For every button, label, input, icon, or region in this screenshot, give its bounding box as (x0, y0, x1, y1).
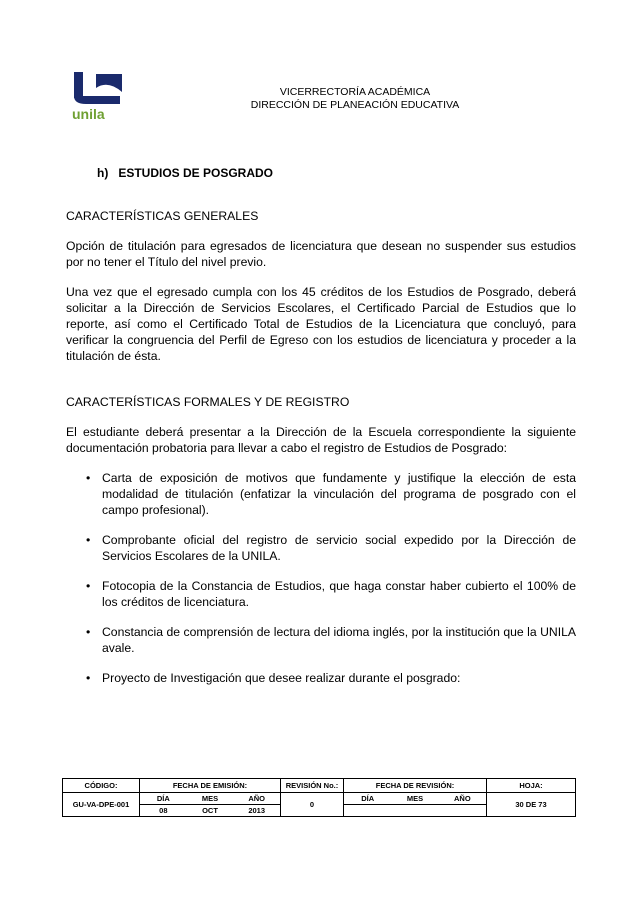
document-header (230, 86, 480, 112)
list-item: • Carta de exposición de motivos que fundamente y justifique la elección de esta modalidad de titulación (enfatizar la vinculación del programa de posgrado con el campo profesional). (86, 471, 576, 517)
section-title: h) ESTUDIOS DE POSGRADO (97, 166, 274, 180)
emision-date (140, 793, 281, 817)
document-control-table (62, 778, 576, 817)
revision-date (344, 793, 487, 817)
svg-text:unila: unila (72, 106, 105, 122)
dia-value: 08 (159, 806, 168, 815)
rev-dia-label: DÍA (361, 794, 375, 803)
codigo-label: CÓDIGO: (63, 779, 140, 793)
revision-label: REVISIÓN No.: (281, 779, 344, 793)
list-item: • Proyecto de Investigación que desee realizar durante el posgrado: (86, 671, 461, 685)
list-item: • Fotocopia de la Constancia de Estudios, que haga constar haber cubierto el 100% de los créditos de licenciatura. (86, 579, 576, 609)
anio-label: AÑO (248, 794, 266, 803)
hoja-value: 30 DE 73 (487, 793, 576, 817)
unila-logo (68, 70, 126, 122)
general-heading: CARACTERÍSTICAS GENERALES (66, 209, 259, 223)
mes-label: MES (201, 794, 219, 803)
bullet-icon: • (86, 671, 91, 685)
anio-value: 2013 (248, 806, 266, 815)
rev-mes-label: MES (406, 794, 424, 803)
rev-anio-label: AÑO (453, 794, 471, 803)
revision-value: 0 (281, 793, 344, 817)
bullet-icon: • (86, 579, 91, 593)
header-line-2: DIRECCIÓN DE PLANEACIÓN EDUCATIVA (250, 99, 460, 111)
formal-intro: El estudiante deberá presentar a la Dirección de la Escuela correspondiente la siguiente documentación probatoria para llevar a cabo el registro de Estudios de Posgrado: (66, 425, 576, 455)
document-body (66, 208, 576, 700)
codigo-value: GU-VA-DPE-001 (63, 793, 140, 817)
emision-label: FECHA DE EMISIÓN: (140, 779, 281, 793)
bullet-icon: • (86, 471, 91, 485)
bullet-icon: • (86, 533, 91, 547)
mes-value: OCT (202, 806, 218, 815)
bullet-icon: • (86, 625, 91, 639)
requirements-list (66, 470, 576, 686)
header-line-1: VICERRECTORÍA ACADÉMICA (279, 86, 431, 98)
hoja-label: HOJA: (487, 779, 576, 793)
general-paragraph-2: Una vez que el egresado cumpla con los 45 créditos de los Estudios de Posgrado, deberá solicitar a la Dirección de Servicios Escolares, el Certificado Parcial de Estudios que lo reporte, así como el Certificado Total de Estudios de la Licenciatura que concluyó, para verificar la congruencia del Perfil de Egreso con los estudios de licenciatura y proceder a la titulación de ésta. (66, 285, 576, 363)
general-paragraph-1: Opción de titulación para egresados de licenciatura que desean no suspender sus estudios por no tener el Título del nivel previo. (66, 239, 576, 269)
dia-label: DÍA (156, 794, 170, 803)
formal-heading: CARACTERÍSTICAS FORMALES Y DE REGISTRO (66, 395, 350, 409)
list-item: • Constancia de comprensión de lectura del idioma inglés, por la institución que la UNILA avale. (86, 625, 576, 655)
fecha-revision-label: FECHA DE REVISIÓN: (344, 779, 487, 793)
list-item: • Comprobante oficial del registro de servicio social expedido por la Dirección de Servicios Escolares de la UNILA. (86, 533, 576, 563)
